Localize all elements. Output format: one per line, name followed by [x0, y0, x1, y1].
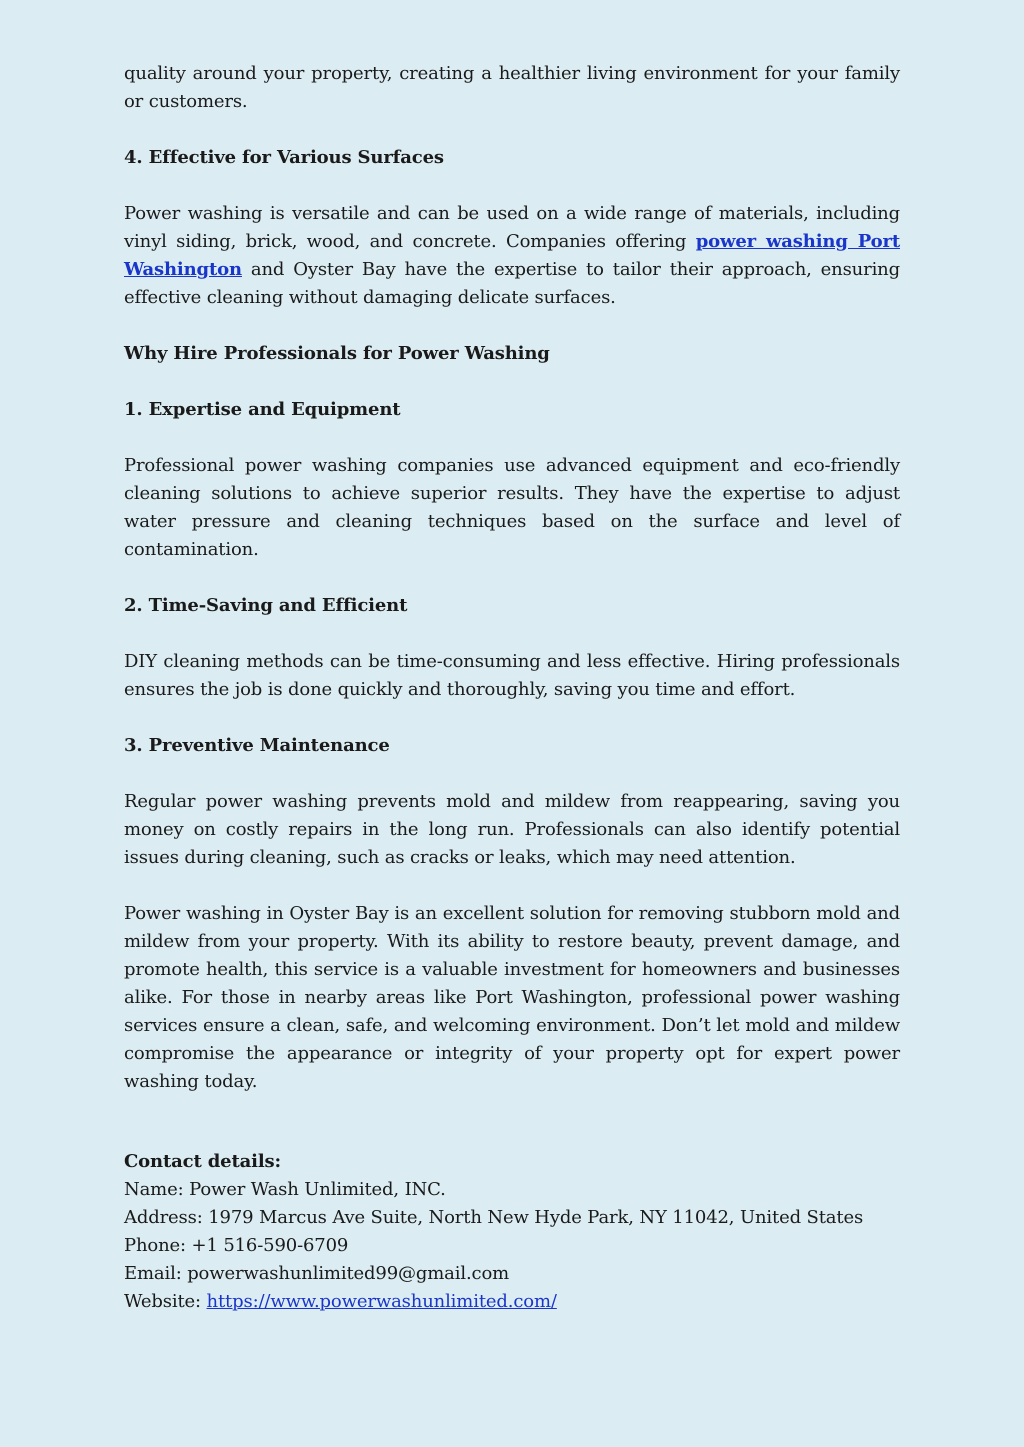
- reason-paragraph-expertise: Professional power washing companies use advanced equipment and eco-friendly cleaning solutions to achieve superior results. They have the expertise to adjust water pressure and cleaning techniques based on the surface and level of contamination.: [124, 455, 900, 560]
- intro-paragraph-tail: quality around your property, creating a healthier living environment for your family or customers.: [124, 63, 900, 112]
- contact-details: [124, 1148, 900, 1316]
- why-hire-heading: Why Hire Professionals for Power Washing: [124, 343, 550, 364]
- contact-email: Email: powerwashunlimited99@gmail.com: [124, 1263, 510, 1284]
- reason-heading-time-saving: 2. Time-Saving and Efficient: [124, 595, 408, 616]
- power-washing-port-washington-link[interactable]: power washing Port Washington: [124, 231, 900, 280]
- reason-heading-expertise: 1. Expertise and Equipment: [124, 399, 401, 420]
- surfaces-text-after: and Oyster Bay have the expertise to tailor their approach, ensuring effective cleaning without damaging delicate surfaces.: [124, 259, 900, 308]
- reason-paragraph-time-saving: DIY cleaning methods can be time-consuming and less effective. Hiring professionals ensures the job is done quickly and thoroughly, saving you time and effort.: [124, 651, 900, 700]
- contact-website-label: Website:: [124, 1291, 207, 1312]
- contact-address: Address: 1979 Marcus Ave Suite, North New Hyde Park, NY 11042, United States: [124, 1207, 864, 1228]
- surfaces-paragraph: [124, 200, 900, 312]
- reason-heading-preventive: 3. Preventive Maintenance: [124, 735, 390, 756]
- contact-name: Name: Power Wash Unlimited, INC.: [124, 1179, 446, 1200]
- section-heading-surfaces: 4. Effective for Various Surfaces: [124, 147, 444, 168]
- contact-phone: Phone: +1 516-590-6709: [124, 1235, 349, 1256]
- website-link[interactable]: https://www.powerwashunlimited.com/: [206, 1291, 557, 1312]
- reason-paragraph-preventive: Regular power washing prevents mold and mildew from reappearing, saving you money on costly repairs in the long run. Professionals can also identify potential issues during cleaning, such as cracks or leaks, which may need attention.: [124, 791, 900, 868]
- conclusion-paragraph: Power washing in Oyster Bay is an excellent solution for removing stubborn mold and mildew from your property. With its ability to restore beauty, prevent damage, and promote health, this service is a valuable investment for homeowners and businesses alike. For those in nearby areas like Port Washington, professional power washing services ensure a clean, safe, and welcoming environment. Don’t let mold and mildew compromise the appearance or integrity of your property opt for expert power washing today.: [124, 903, 900, 1092]
- contact-website: [124, 1288, 900, 1316]
- surfaces-text-before: Power washing is versatile and can be used on a wide range of materials, including vinyl siding, brick, wood, and concrete. Companies offering: [124, 203, 900, 252]
- contact-heading: Contact details:: [124, 1151, 282, 1172]
- document-body: [124, 60, 900, 1316]
